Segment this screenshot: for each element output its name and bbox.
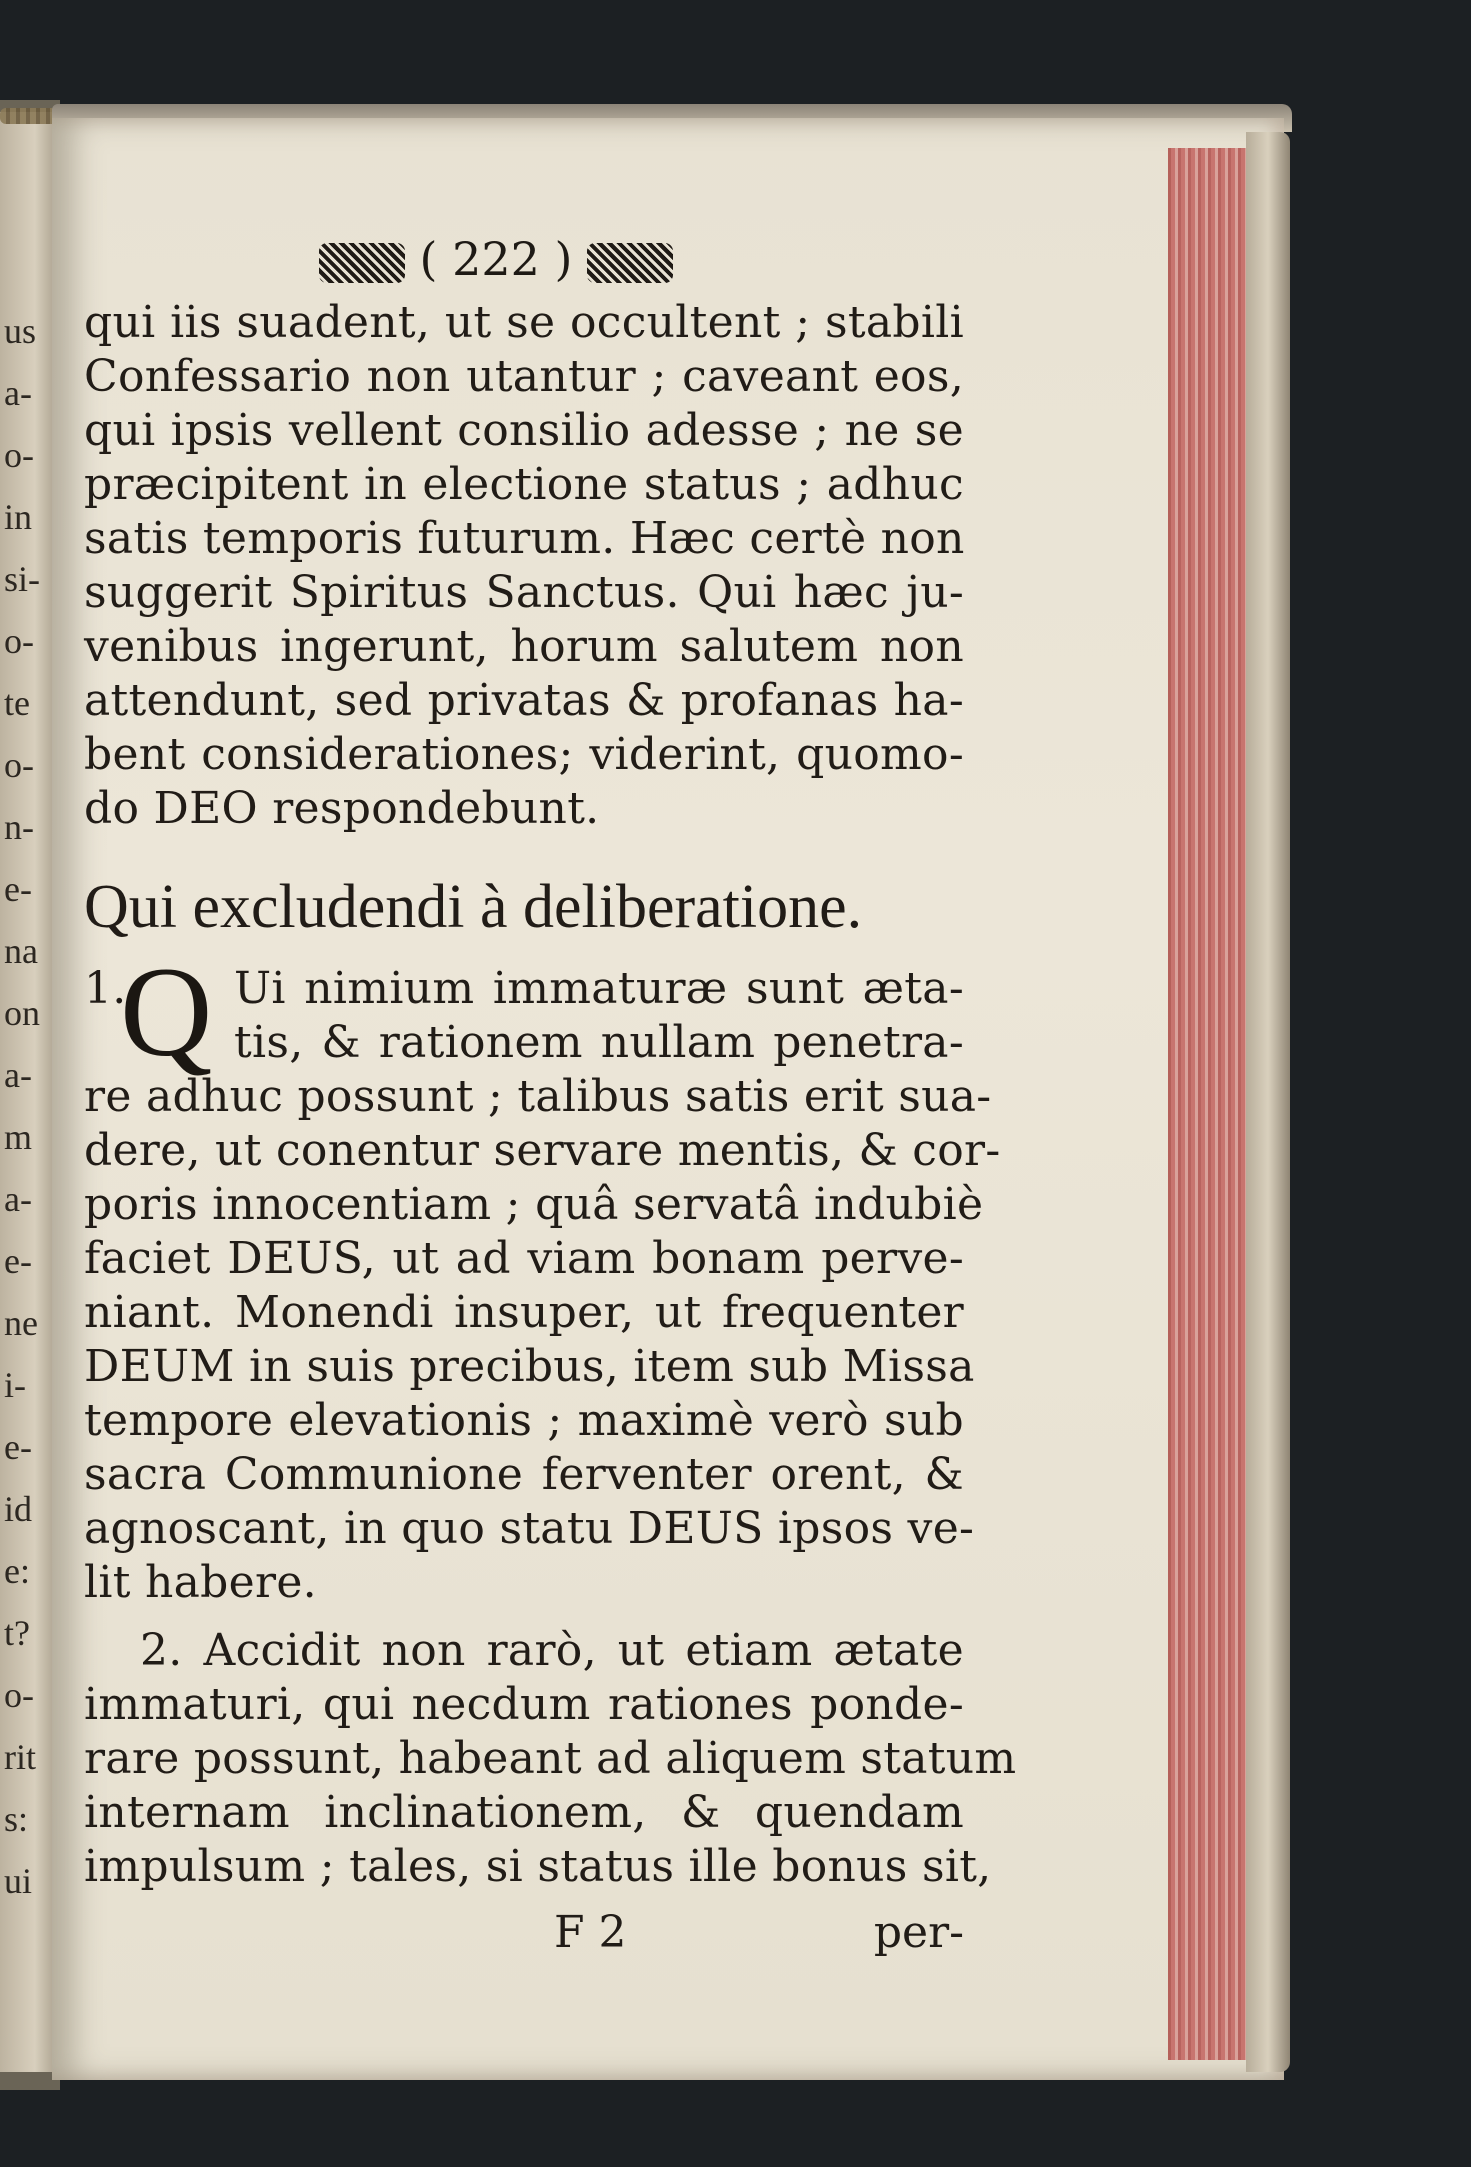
section-heading: Qui excludendi à deliberatione. — [84, 873, 863, 941]
left-page-fragment: si- — [4, 559, 40, 599]
left-page-fragment: te — [4, 683, 30, 723]
left-page-fragment: a- — [4, 1179, 32, 1219]
left-page-fragment: on — [4, 993, 40, 1033]
section-number: 1. — [84, 963, 127, 1014]
text-line: niant. Monendi insuper, ut frequenter — [84, 1287, 964, 1338]
left-page-fragment: a- — [4, 373, 32, 413]
left-page-fragment: ui — [4, 1861, 33, 1901]
text-line: præcipitent in electione status ; adhuc — [84, 459, 964, 510]
text-line: tis, & rationem nullam penetra- — [234, 1017, 964, 1068]
text-line: bent considerationes; viderint, quomo- — [84, 729, 964, 780]
text-line: qui ipsis vellent consilio adesse ; ne se — [84, 405, 964, 456]
left-page-fragment: n- — [4, 807, 34, 847]
left-page-fragment: id — [4, 1489, 33, 1529]
text-line: do DEO respondebunt. — [84, 783, 600, 834]
left-page-fragment: na — [4, 931, 38, 971]
book-cover-edge — [1246, 132, 1290, 2072]
text-line: qui iis suadent, ut se occultent ; stabili — [84, 297, 964, 348]
text-line: DEUM in suis precibus, item sub Missa — [84, 1341, 975, 1392]
text-line: lit habere. — [84, 1557, 317, 1608]
left-page-fragment: m — [4, 1117, 33, 1157]
page-number: ( 222 ) — [419, 232, 573, 286]
left-page-fragment: us — [4, 311, 37, 351]
signature-mark: F 2 — [554, 1907, 627, 1958]
text-line: attendunt, sed privatas & profanas ha- — [84, 675, 964, 726]
text-line: venibus ingerunt, horum salutem non — [84, 621, 964, 672]
text-line: immaturi, qui necdum rationes ponde- — [84, 1679, 964, 1730]
text-line: agnoscant, in quo statu DEUS ipsos ve- — [84, 1503, 975, 1554]
left-page-fragment: e- — [4, 1241, 32, 1281]
left-page-fragment: in — [4, 497, 33, 537]
text-line: rare possunt, habeant ad aliquem statum — [84, 1733, 1017, 1784]
left-page-fragment: i- — [4, 1365, 26, 1405]
text-line: dere, ut conentur servare mentis, & cor- — [84, 1125, 1001, 1176]
ornament-right-icon — [587, 243, 673, 283]
left-page-fragment: a- — [4, 1055, 32, 1095]
left-page-fragment: o- — [4, 435, 34, 475]
text-line: poris innocentiam ; quâ servatâ indubiè — [84, 1179, 984, 1230]
left-page-fragment: e: — [4, 1551, 30, 1591]
catchword: per- — [873, 1907, 964, 1958]
left-page-fragment: t? — [4, 1613, 30, 1653]
text-line: re adhuc possunt ; talibus satis erit sua- — [84, 1071, 992, 1122]
text-line: Ui nimium immaturæ sunt æta- — [234, 963, 964, 1014]
text-line: Confessario non utantur ; caveant eos, — [84, 351, 964, 402]
left-page-fragment: e- — [4, 869, 32, 909]
left-page-fragment: s: — [4, 1799, 29, 1839]
left-page-fragment: ne — [4, 1303, 38, 1343]
left-page-fragment: o- — [4, 745, 34, 785]
left-page-fragment: o- — [4, 1675, 34, 1715]
text-line: sacra Communione ferventer orent, & — [84, 1449, 964, 1500]
text-line: tempore elevationis ; maximè verò sub — [84, 1395, 964, 1446]
text-line: internam inclinationem, & quendam — [84, 1787, 964, 1838]
page-header — [286, 232, 706, 286]
text-line: satis temporis futurum. Hæc certè non — [84, 513, 965, 564]
text-line: impulsum ; tales, si status ille bonus sit, — [84, 1841, 992, 1892]
text-line: 2. Accidit non rarò, ut etiam ætate — [140, 1625, 964, 1676]
red-page-edges — [1168, 148, 1249, 2060]
text-line: faciet DEUS, ut ad viam bonam perve- — [84, 1233, 964, 1284]
left-page-fragment: rit — [4, 1737, 36, 1777]
left-page-fragment: e- — [4, 1427, 32, 1467]
ornament-left-icon — [319, 243, 405, 283]
left-page-fragment: o- — [4, 621, 34, 661]
text-line: suggerit Spiritus Sanctus. Qui hæc ju- — [84, 567, 964, 618]
drop-cap: Q — [120, 941, 213, 1083]
left-page-edge — [0, 112, 58, 2072]
